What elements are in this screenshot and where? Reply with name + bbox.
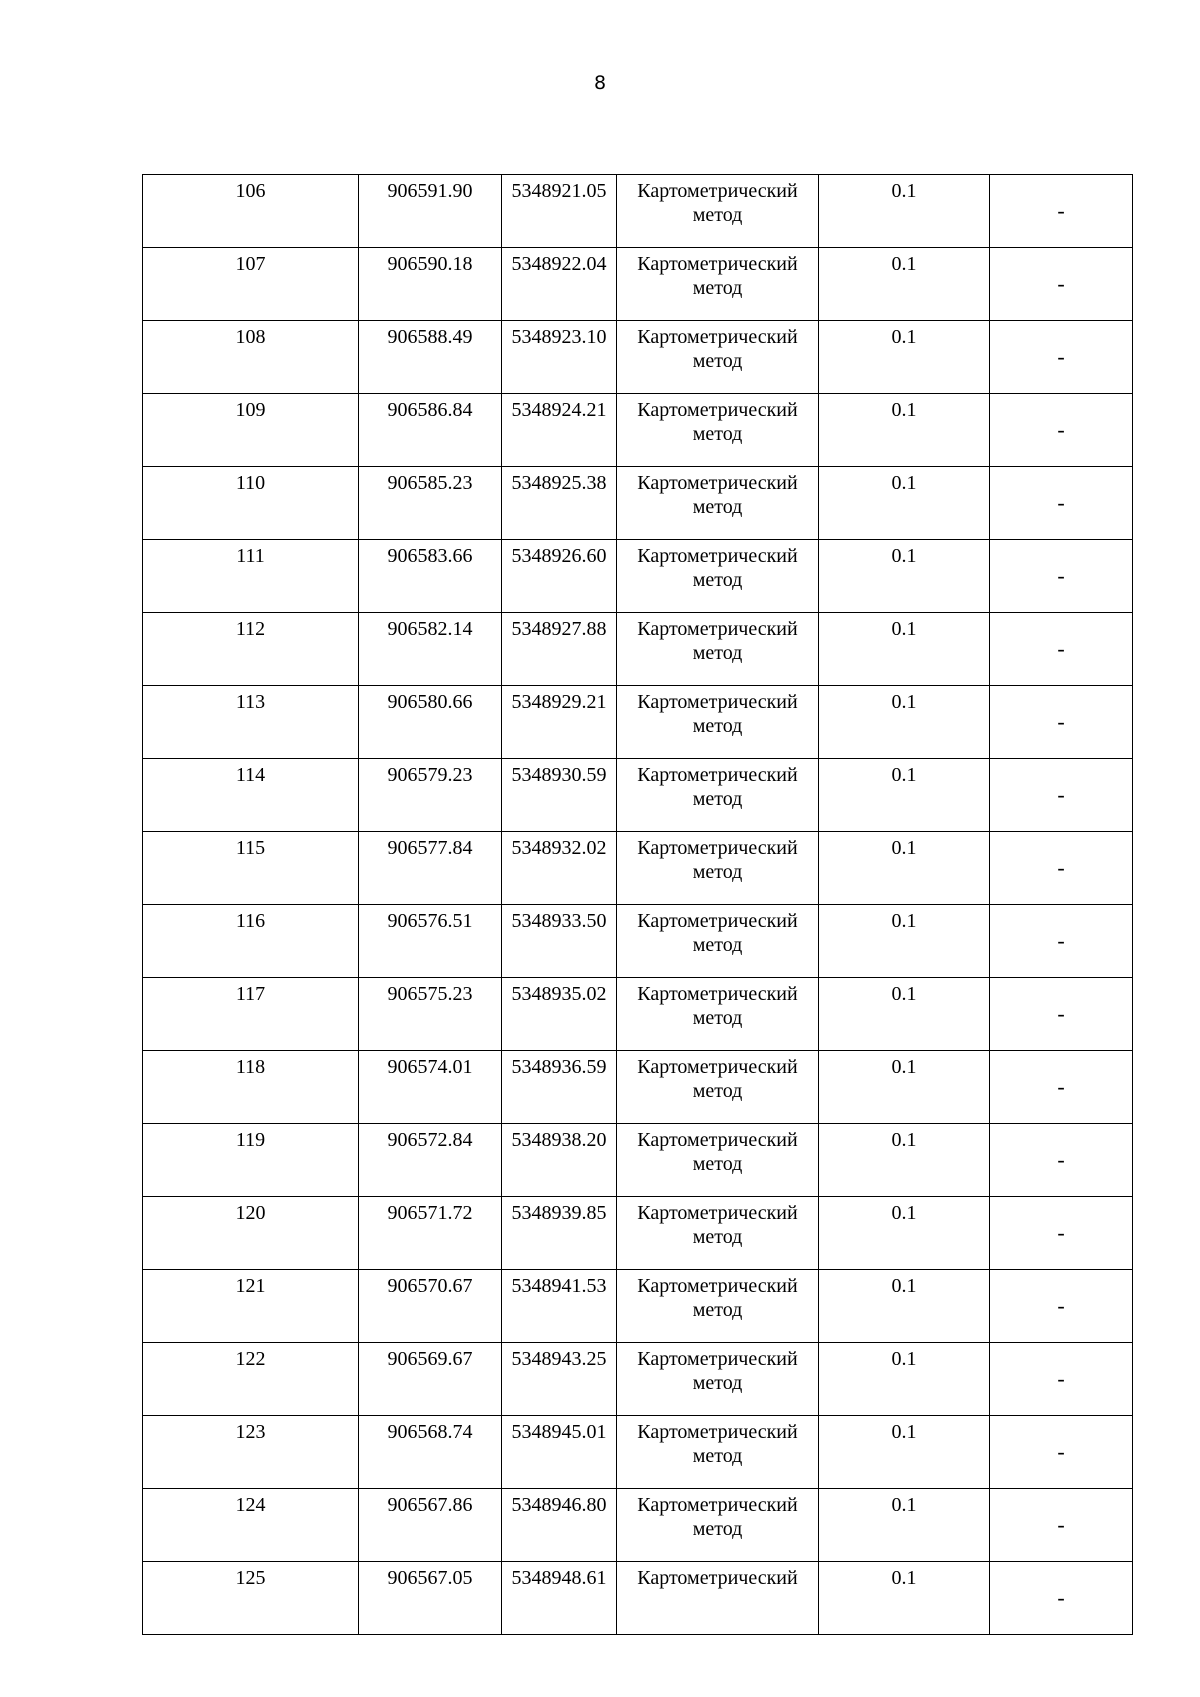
point-number-cell: 115	[143, 832, 359, 905]
y-coordinate-cell: 5348923.10	[502, 321, 617, 394]
table-row	[143, 1197, 1133, 1270]
note-cell: -	[990, 321, 1133, 394]
y-coordinate-cell: 5348929.21	[502, 686, 617, 759]
accuracy-cell: 0.1	[819, 540, 990, 613]
accuracy-cell: 0.1	[819, 905, 990, 978]
method-cell	[617, 1416, 819, 1489]
table-row	[143, 1343, 1133, 1416]
point-number-cell: 120	[143, 1197, 359, 1270]
table-row	[143, 467, 1133, 540]
note-cell: -	[990, 1489, 1133, 1562]
accuracy-cell: 0.1	[819, 1343, 990, 1416]
point-number-cell: 122	[143, 1343, 359, 1416]
method-text-line: Картометрический	[637, 691, 798, 713]
x-coordinate-cell: 906568.74	[359, 1416, 502, 1489]
table-row	[143, 759, 1133, 832]
method-cell	[617, 613, 819, 686]
table-row	[143, 175, 1133, 248]
table-row	[143, 832, 1133, 905]
table-row	[143, 1124, 1133, 1197]
method-cell	[617, 1343, 819, 1416]
point-number-cell: 118	[143, 1051, 359, 1124]
x-coordinate-cell: 906588.49	[359, 321, 502, 394]
note-cell: -	[990, 1197, 1133, 1270]
method-text-line: Картометрический	[637, 1056, 798, 1078]
method-text-line: метод	[692, 788, 743, 810]
y-coordinate-cell: 5348948.61	[502, 1562, 617, 1635]
page-number: 8	[593, 72, 607, 94]
method-text-line: Картометрический	[637, 764, 798, 786]
method-text-line: метод	[692, 1007, 743, 1029]
accuracy-cell: 0.1	[819, 978, 990, 1051]
method-text-line: Картометрический	[637, 253, 798, 275]
point-number-cell: 107	[143, 248, 359, 321]
method-text-line: Картометрический	[637, 983, 798, 1005]
x-coordinate-cell: 906577.84	[359, 832, 502, 905]
method-cell	[617, 759, 819, 832]
x-coordinate-cell: 906569.67	[359, 1343, 502, 1416]
x-coordinate-cell: 906572.84	[359, 1124, 502, 1197]
table-row	[143, 248, 1133, 321]
point-number-cell: 116	[143, 905, 359, 978]
y-coordinate-cell: 5348939.85	[502, 1197, 617, 1270]
method-text-line: метод	[692, 1080, 743, 1102]
note-cell: -	[990, 1343, 1133, 1416]
y-coordinate-cell: 5348927.88	[502, 613, 617, 686]
table-row	[143, 1416, 1133, 1489]
method-text-line: метод	[692, 1299, 743, 1321]
x-coordinate-cell: 906575.23	[359, 978, 502, 1051]
y-coordinate-cell: 5348932.02	[502, 832, 617, 905]
method-cell	[617, 321, 819, 394]
table-row	[143, 1270, 1133, 1343]
x-coordinate-cell: 906586.84	[359, 394, 502, 467]
x-coordinate-cell: 906580.66	[359, 686, 502, 759]
accuracy-cell: 0.1	[819, 1489, 990, 1562]
table-row	[143, 394, 1133, 467]
x-coordinate-cell: 906576.51	[359, 905, 502, 978]
method-text-line: метод	[692, 1372, 743, 1394]
x-coordinate-cell: 906567.86	[359, 1489, 502, 1562]
method-text-line: метод	[692, 1153, 743, 1175]
point-number-cell: 123	[143, 1416, 359, 1489]
table-row	[143, 686, 1133, 759]
note-cell: -	[990, 1416, 1133, 1489]
method-text-line: метод	[692, 1518, 743, 1540]
method-cell	[617, 1051, 819, 1124]
method-cell	[617, 1562, 819, 1635]
y-coordinate-cell: 5348924.21	[502, 394, 617, 467]
point-number-cell: 112	[143, 613, 359, 686]
method-text-line: Картометрический	[637, 618, 798, 640]
method-cell	[617, 686, 819, 759]
note-cell: -	[990, 1270, 1133, 1343]
y-coordinate-cell: 5348938.20	[502, 1124, 617, 1197]
y-coordinate-cell: 5348946.80	[502, 1489, 617, 1562]
method-cell	[617, 467, 819, 540]
method-text-line: Картометрический	[637, 180, 798, 202]
table-row	[143, 978, 1133, 1051]
point-number-cell: 113	[143, 686, 359, 759]
method-text-line: Картометрический	[637, 1421, 798, 1443]
y-coordinate-cell: 5348936.59	[502, 1051, 617, 1124]
y-coordinate-cell: 5348925.38	[502, 467, 617, 540]
x-coordinate-cell: 906570.67	[359, 1270, 502, 1343]
point-number-cell: 109	[143, 394, 359, 467]
x-coordinate-cell: 906579.23	[359, 759, 502, 832]
method-cell	[617, 1197, 819, 1270]
method-cell	[617, 1124, 819, 1197]
note-cell: -	[990, 832, 1133, 905]
method-text-line: метод	[692, 715, 743, 737]
method-cell	[617, 540, 819, 613]
point-number-cell: 111	[143, 540, 359, 613]
accuracy-cell: 0.1	[819, 1416, 990, 1489]
accuracy-cell: 0.1	[819, 1270, 990, 1343]
note-cell: -	[990, 978, 1133, 1051]
x-coordinate-cell: 906590.18	[359, 248, 502, 321]
y-coordinate-cell: 5348930.59	[502, 759, 617, 832]
coordinates-table	[142, 174, 1133, 1635]
method-text-line: Картометрический	[637, 1567, 798, 1589]
method-text-line: Картометрический	[637, 1202, 798, 1224]
x-coordinate-cell: 906571.72	[359, 1197, 502, 1270]
accuracy-cell: 0.1	[819, 613, 990, 686]
accuracy-cell: 0.1	[819, 1051, 990, 1124]
note-cell: -	[990, 1124, 1133, 1197]
x-coordinate-cell: 906583.66	[359, 540, 502, 613]
note-cell: -	[990, 686, 1133, 759]
y-coordinate-cell: 5348945.01	[502, 1416, 617, 1489]
note-cell: -	[990, 1562, 1133, 1635]
accuracy-cell: 0.1	[819, 1124, 990, 1197]
method-text-line: метод	[692, 569, 743, 591]
note-cell: -	[990, 394, 1133, 467]
x-coordinate-cell: 906567.05	[359, 1562, 502, 1635]
point-number-cell: 108	[143, 321, 359, 394]
y-coordinate-cell: 5348941.53	[502, 1270, 617, 1343]
method-text-line: Картометрический	[637, 326, 798, 348]
accuracy-cell: 0.1	[819, 321, 990, 394]
point-number-cell: 119	[143, 1124, 359, 1197]
method-text-line: Картометрический	[637, 1275, 798, 1297]
point-number-cell: 110	[143, 467, 359, 540]
point-number-cell: 125	[143, 1562, 359, 1635]
accuracy-cell: 0.1	[819, 394, 990, 467]
point-number-cell: 117	[143, 978, 359, 1051]
y-coordinate-cell: 5348926.60	[502, 540, 617, 613]
x-coordinate-cell: 906585.23	[359, 467, 502, 540]
method-text-line: метод	[692, 1226, 743, 1248]
table-row	[143, 540, 1133, 613]
method-text-line: Картометрический	[637, 472, 798, 494]
method-cell	[617, 832, 819, 905]
point-number-cell: 106	[143, 175, 359, 248]
method-text-line: Картометрический	[637, 399, 798, 421]
accuracy-cell: 0.1	[819, 759, 990, 832]
method-cell	[617, 1489, 819, 1562]
coordinates-table-body	[143, 175, 1133, 1635]
note-cell: -	[990, 1051, 1133, 1124]
method-text-line: Картометрический	[637, 545, 798, 567]
method-text-line: метод	[692, 934, 743, 956]
method-cell	[617, 905, 819, 978]
point-number-cell: 124	[143, 1489, 359, 1562]
method-text-line: метод	[692, 1445, 743, 1467]
accuracy-cell: 0.1	[819, 1562, 990, 1635]
method-text-line: метод	[692, 861, 743, 883]
y-coordinate-cell: 5348933.50	[502, 905, 617, 978]
method-text-line: метод	[692, 642, 743, 664]
table-row	[143, 321, 1133, 394]
method-cell	[617, 978, 819, 1051]
method-text-line: Картометрический	[637, 837, 798, 859]
method-text-line: метод	[692, 204, 743, 226]
accuracy-cell: 0.1	[819, 832, 990, 905]
y-coordinate-cell: 5348935.02	[502, 978, 617, 1051]
y-coordinate-cell: 5348922.04	[502, 248, 617, 321]
y-coordinate-cell: 5348921.05	[502, 175, 617, 248]
method-text-line: Картометрический	[637, 1494, 798, 1516]
note-cell: -	[990, 613, 1133, 686]
note-cell: -	[990, 905, 1133, 978]
accuracy-cell: 0.1	[819, 467, 990, 540]
note-cell: -	[990, 540, 1133, 613]
note-cell: -	[990, 759, 1133, 832]
note-cell: -	[990, 175, 1133, 248]
y-coordinate-cell: 5348943.25	[502, 1343, 617, 1416]
method-text-line: метод	[692, 496, 743, 518]
x-coordinate-cell: 906582.14	[359, 613, 502, 686]
accuracy-cell: 0.1	[819, 686, 990, 759]
accuracy-cell: 0.1	[819, 248, 990, 321]
table-row	[143, 1562, 1133, 1635]
point-number-cell: 121	[143, 1270, 359, 1343]
table-row	[143, 613, 1133, 686]
method-text-line: метод	[692, 277, 743, 299]
method-text-line: Картометрический	[637, 910, 798, 932]
x-coordinate-cell: 906574.01	[359, 1051, 502, 1124]
x-coordinate-cell: 906591.90	[359, 175, 502, 248]
point-number-cell: 114	[143, 759, 359, 832]
method-cell	[617, 248, 819, 321]
note-cell: -	[990, 248, 1133, 321]
method-text-line: метод	[692, 350, 743, 372]
table-row	[143, 1051, 1133, 1124]
note-cell: -	[990, 467, 1133, 540]
method-text-line: Картометрический	[637, 1129, 798, 1151]
method-text-line: Картометрический	[637, 1348, 798, 1370]
method-cell	[617, 394, 819, 467]
accuracy-cell: 0.1	[819, 175, 990, 248]
method-cell	[617, 1270, 819, 1343]
table-row	[143, 905, 1133, 978]
accuracy-cell: 0.1	[819, 1197, 990, 1270]
table-row	[143, 1489, 1133, 1562]
method-text-line: метод	[692, 423, 743, 445]
method-cell	[617, 175, 819, 248]
